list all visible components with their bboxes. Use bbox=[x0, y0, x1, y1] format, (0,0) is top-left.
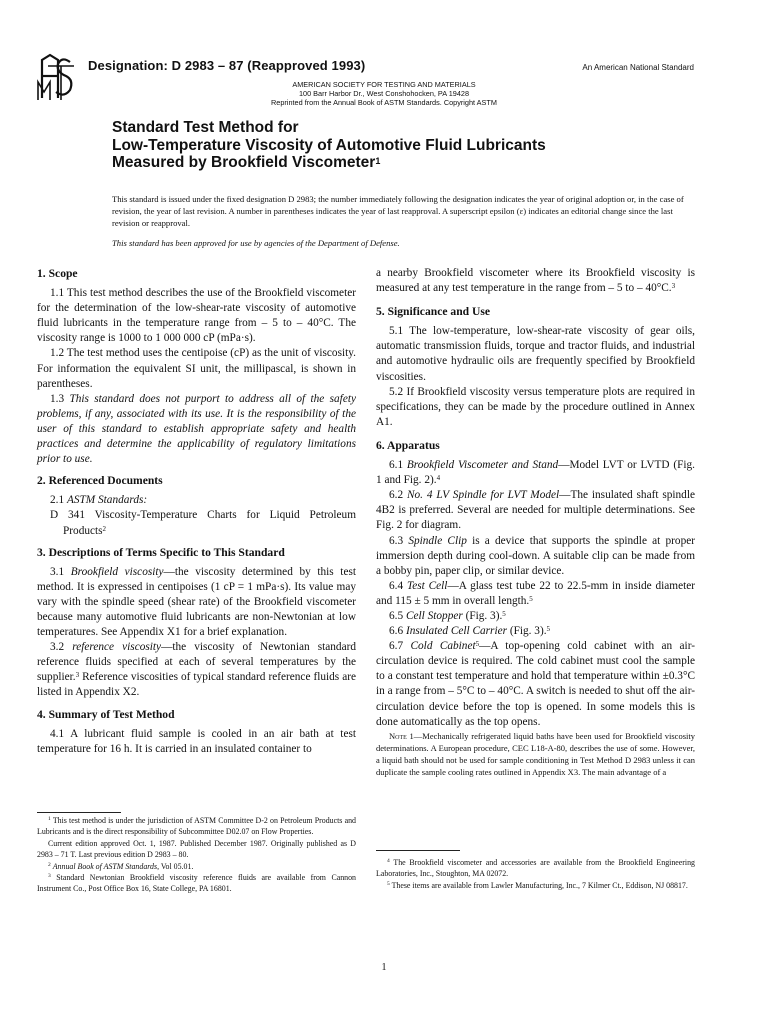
national-standard-label: An American National Standard bbox=[582, 63, 694, 72]
designation: Designation: D 2983 – 87 (Reapproved 1993) bbox=[88, 58, 366, 73]
title-line-3: Measured by Brookfield Viscometer$^1$ bbox=[112, 154, 381, 171]
paragraph-6-4: 6.4 Test Cell—A glass test tube 22 to 22.5-mm in inside diameter and 115 ± 5 mm in overall length.$^5$ bbox=[376, 579, 695, 607]
paragraph-6-5: 6.5 Cell Stopper (Fig. 3).$^5$ bbox=[389, 609, 506, 622]
footnote-3: $^3$ Standard Newtonian Brookfield viscosity reference fluids are available from Cannon Instrument Co., Post Office Box 16, State College, PA 16801. bbox=[37, 873, 356, 894]
paragraph-2-1: 2.1 ASTM Standards: bbox=[50, 494, 148, 507]
section-heading-referenced-documents: 2. Referenced Documents bbox=[37, 474, 163, 488]
note-1: Note 1—Mechanically refrigerated liquid baths have been used for Brookfield viscosity determinations. A European procedure, CEC L18-A-80, describes the use of some. However, a liquid bath should not be used for sample conditioning in Test Method D 2983 unless it can duplicate the sample cooling rates outlined in Appendix X3. The main advantage of a bbox=[376, 730, 695, 777]
footnote-1-edition: Current edition approved Oct. 1, 1987. Published December 1987. Originally published as D 2983 – 71 T. Last previous edition D 2983 – 80. bbox=[37, 838, 356, 860]
document-title bbox=[112, 119, 546, 172]
title-line-2: Low-Temperature Viscosity of Automotive Fluid Lubricants bbox=[112, 136, 546, 154]
paragraph-6-6: 6.6 Insulated Cell Carrier (Fig. 3).$^5$ bbox=[389, 625, 551, 638]
publisher-name: AMERICAN SOCIETY FOR TESTING AND MATERIALS bbox=[292, 80, 476, 89]
section-heading-significance: 5. Significance and Use bbox=[376, 305, 491, 319]
paragraph-6-7: 6.7 Cold Cabinet$^5$—A top-opening cold cabinet with an air-circulation device is required. The cold cabinet must cool the sample to a constant test temperature and hold that temperature within ±0.3°C in a range from – 5°C to – 40°C. A switch is needed to shut off the air-circulation device before the top is opened. In some models this is done automatically as the top opens. bbox=[376, 640, 695, 728]
paragraph-5-1: 5.1 The low-temperature, low-shear-rate viscosity of gear oils, automatic transmission fluids, torque and tractor fluids, and industrial and automotive hydraulic oils are frequently specified by Brookfield viscosities. bbox=[376, 325, 695, 383]
publisher-address: 100 Barr Harbor Dr., West Conshohocken, PA 19428 bbox=[298, 89, 470, 98]
footnotes-left bbox=[37, 815, 356, 895]
paragraph-6-1: 6.1 Brookfield Viscometer and Stand—Model LVT or LVTD (Fig. 1 and Fig. 2).$^4$ bbox=[376, 459, 695, 487]
footnote-2: $^2$ Annual Book of ASTM Standards, Vol 05.01. bbox=[48, 861, 194, 871]
issuance-statement: This standard is issued under the fixed designation D 2983; the number immediately following the designation indicates the year of original adoption or, in the case of revision, the year of last revision. A number in parentheses indicates the year of last reapproval. A superscript epsilon (ε) indicates an editorial change since the last revision or reapproval. bbox=[112, 194, 684, 228]
paragraph-3-1: 3.1 Brookfield viscosity—the viscosity determined by this test method. It is expressed in centipoises (1 cP = 1 mPa·s). Its value may vary with the spindle speed (shear rate) of the Brookfield viscometer because many automotive fluid lubricants are non-Newtonian at low temperatures. See Appendix X1 for a brief explanation. bbox=[37, 565, 356, 639]
paragraph-4-1: 4.1 A lubricant fluid sample is cooled in an air bath at test temperature for 16 h. It is carried in an insulated container to bbox=[37, 727, 356, 755]
reference-d341: D 341 Viscosity-Temperature Charts for Liquid Petroleum Products$^2$ bbox=[50, 509, 356, 537]
reprint-notice: Reprinted from the Annual Book of ASTM Standards. Copyright ASTM bbox=[271, 98, 497, 107]
footnote-4: $^4$ The Brookfield viscometer and accessories are available from the Brookfield Engineering Laboratories, Inc., Stoughton, MA 02072. bbox=[376, 858, 695, 879]
footnote-1: $^1$ This test method is under the jurisdiction of ASTM Committee D-2 on Petroleum Products and Lubricants and is the direct responsibility of Subcommittee D02.07 on Flow Properties. bbox=[37, 816, 356, 837]
paragraph-1-3: 1.3 This standard does not purport to address all of the safety problems, if any, associated with its use. It is the responsibility of the user of this standard to establish appropriate safety and health practices and determine the applicability of regulatory limitations prior to use. bbox=[37, 392, 356, 466]
paragraph-1-2: 1.2 The test method uses the centipoise (cP) as the unit of viscosity. For information the equivalent SI unit, the millipascal, is shown in parentheses. bbox=[37, 347, 356, 390]
page-number: 1 bbox=[381, 962, 387, 973]
paragraph-6-2: 6.2 No. 4 LV Spindle for LVT Model—The insulated shaft spindle 4B2 is preferred. Several are needed for multiple determinations. See Fig. 2 for diagram. bbox=[376, 489, 695, 532]
paragraph-6-3: 6.3 Spindle Clip is a device that supports the spindle at proper immersion depth during cool-down. A suitable clip can be made from a bobby pin, paper clip, or similar device. bbox=[376, 534, 695, 577]
section-heading-terms: 3. Descriptions of Terms Specific to This Standard bbox=[37, 545, 285, 559]
title-line-1: Standard Test Method for bbox=[112, 119, 299, 136]
section-heading-scope: 1. Scope bbox=[37, 267, 78, 280]
footnote-divider-left bbox=[37, 812, 121, 813]
paragraph-3-2: 3.2 reference viscosity—the viscosity of Newtonian standard reference fluids specified at each of several temperatures by the supplier.$^3$ Reference viscosities of typical standard reference fluids are listed in Appendix X2. bbox=[37, 641, 356, 699]
right-column bbox=[376, 266, 695, 778]
footnote-5: $^5$ These items are available from Lawler Manufacturing, Inc., 7 Kilmer Ct., Eddison, NJ 08817. bbox=[387, 880, 688, 890]
paragraph-1-1: 1.1 This test method describes the use of the Brookfield viscometer for the determination of the low-shear-rate viscosity of automotive fluid lubricants in the temperature range from – 5 to – 40°C. The viscosity range is 1000 to 1 000 000 cP (mPa·s). bbox=[37, 287, 356, 345]
section-heading-apparatus: 6. Apparatus bbox=[376, 438, 440, 452]
dod-approval-statement: This standard has been approved for use by agencies of the Department of Defense. bbox=[112, 238, 400, 248]
paragraph-5-2: 5.2 If Brookfield viscosity versus temperature plots are required in specifications, they can be made by the procedure outlined in Annex A1. bbox=[376, 385, 695, 428]
title-footnote-mark: 1 bbox=[375, 156, 381, 166]
note-label: Note bbox=[389, 730, 407, 741]
publisher-block bbox=[0, 80, 768, 107]
left-column bbox=[37, 266, 356, 757]
section-heading-summary: 4. Summary of Test Method bbox=[37, 707, 175, 721]
footnotes-right bbox=[376, 857, 695, 891]
paragraph-4-1-continued: a nearby Brookfield viscometer where its Brookfield viscosity is measured at any test temperature in the range from – 5 to – 40°C.$^3$ bbox=[376, 267, 695, 295]
footnote-divider-right bbox=[376, 850, 460, 851]
